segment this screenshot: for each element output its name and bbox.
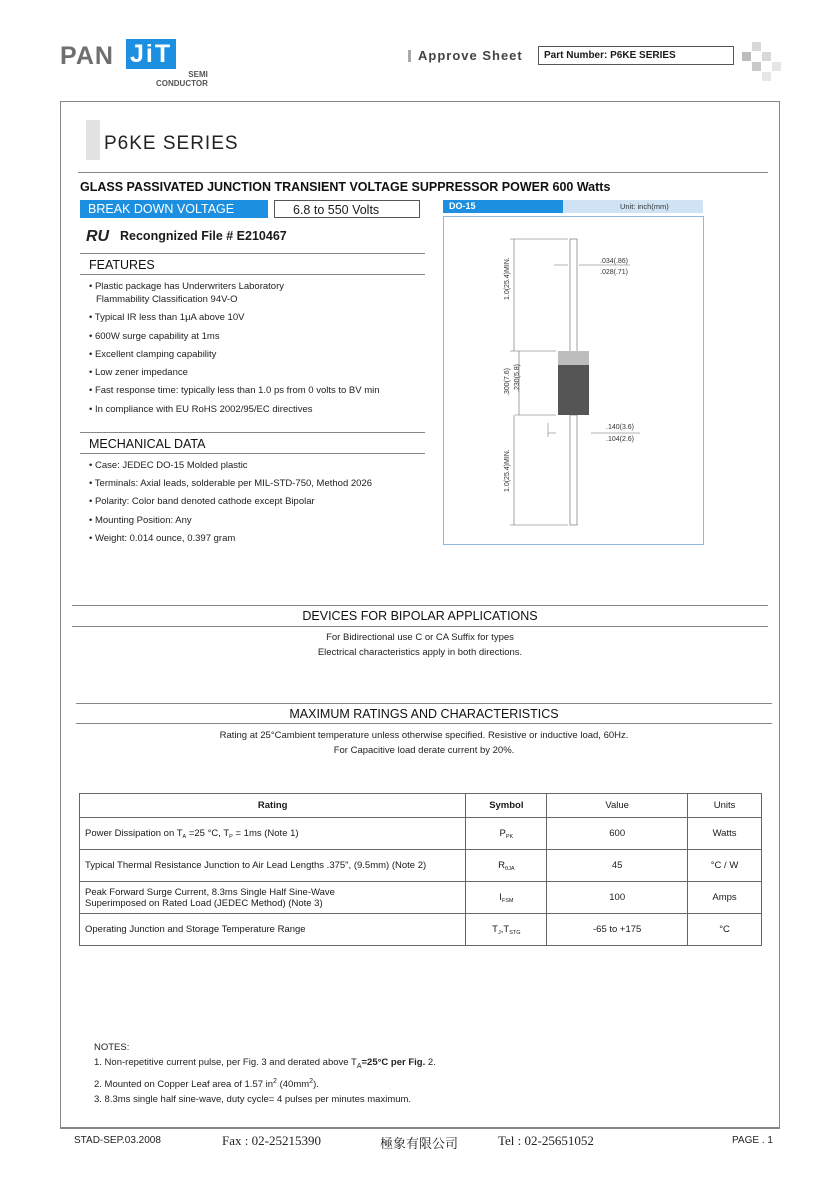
divider bbox=[60, 1128, 780, 1129]
feature-item: • Fast response time: typically less than 1.0 ps from 0 volts to BV min bbox=[89, 385, 380, 396]
symbol-cell: $T_J,T_{STG}$ bbox=[466, 914, 547, 946]
recognized-file: Recongnized File # E210467 bbox=[120, 229, 287, 243]
dim-lead-length-bottom: 1.0(25.4)MIN. bbox=[504, 449, 511, 492]
feature-item: • Low zener impedance bbox=[89, 367, 188, 378]
divider bbox=[72, 605, 768, 606]
dim-body-length-max: .300(7.6) bbox=[504, 367, 511, 396]
features-heading: FEATURES bbox=[89, 258, 155, 272]
divider bbox=[80, 253, 425, 254]
dim-body-diameter-max: .140(3.6) bbox=[606, 424, 635, 431]
bipolar-heading: DEVICES FOR BIPOLAR APPLICATIONS bbox=[302, 609, 538, 623]
divider bbox=[72, 626, 768, 627]
divider bbox=[80, 274, 425, 275]
logo-subtitle bbox=[156, 70, 208, 88]
value-cell: 600 bbox=[547, 818, 688, 850]
symbol-cell: $I_{FSM}$ bbox=[466, 882, 547, 914]
feature-item: Flammability Classification 94V-O bbox=[96, 294, 238, 305]
divider bbox=[76, 723, 772, 724]
dim-lead-diameter-max: .034(.86) bbox=[600, 258, 629, 265]
value-cell: -65 to +175 bbox=[547, 914, 688, 946]
ratings-text-1: Rating at 25°Cambient temperature unless otherwise specified. Resistive or inductive load, 60Hz. bbox=[219, 730, 629, 741]
series-title: P6KE SERIES bbox=[104, 133, 239, 154]
feature-item: • Typical IR less than 1μA above 10V bbox=[89, 312, 245, 323]
logo-semi-text: SEMI bbox=[188, 70, 208, 79]
bipolar-text-2: Electrical characteristics apply in both directions. bbox=[317, 647, 523, 658]
value-cell: 100 bbox=[547, 882, 688, 914]
decorative-squares-icon bbox=[742, 42, 782, 82]
part-number-box: Part Number: P6KE SERIES bbox=[538, 46, 734, 65]
dim-lead-diameter-min: .028(.71) bbox=[600, 269, 629, 276]
rating-cell: Operating Junction and Storage Temperature Range bbox=[80, 914, 466, 946]
main-title: GLASS PASSIVATED JUNCTION TRANSIENT VOLTAGE SUPPRESSOR POWER 600 Watts bbox=[80, 180, 611, 194]
divider bbox=[80, 453, 425, 454]
ratings-heading: MAXIMUM RATINGS AND CHARACTERISTICS bbox=[289, 707, 559, 721]
mechanical-item: • Mounting Position: Any bbox=[89, 515, 192, 526]
feature-item: • In compliance with EU RoHS 2002/95/EC directives bbox=[89, 404, 313, 415]
divider bbox=[80, 432, 425, 433]
page-number: PAGE . 1 bbox=[732, 1135, 773, 1146]
table-row bbox=[80, 882, 762, 914]
units-cell: Watts bbox=[688, 818, 762, 850]
mechanical-item: • Case: JEDEC DO-15 Molded plastic bbox=[89, 460, 248, 471]
ratings-table bbox=[79, 793, 762, 946]
logo-jit-text: JiT bbox=[126, 39, 176, 69]
package-drawing-box bbox=[443, 216, 704, 545]
mechanical-heading: MECHANICAL DATA bbox=[89, 437, 206, 451]
table-row bbox=[80, 914, 762, 946]
company-name: 極象有限公司 bbox=[380, 1136, 459, 1151]
package-unit: Unit: inch(mm) bbox=[620, 202, 669, 211]
table-row bbox=[80, 850, 762, 882]
note-2: 2. Mounted on Copper Leaf area of 1.57 $in^2$ $(40mm^2)$. bbox=[94, 1077, 319, 1091]
package-name: DO-15 bbox=[443, 200, 563, 213]
column-header: Value bbox=[547, 794, 688, 818]
mechanical-item: • Terminals: Axial leads, solderable per MIL-STD-750, Method 2026 bbox=[89, 478, 373, 489]
mechanical-item: • Polarity: Color band denoted cathode except Bipolar bbox=[89, 496, 315, 507]
logo-conductor-text: CONDUCTOR bbox=[156, 79, 208, 88]
feature-item: • 600W surge capability at 1ms bbox=[89, 331, 220, 342]
divider bbox=[78, 172, 768, 173]
feature-item: • Excellent clamping capability bbox=[89, 349, 217, 360]
approve-sheet-marker bbox=[408, 50, 411, 62]
feature-item: • Plastic package has Underwriters Laboratory bbox=[89, 281, 285, 292]
units-cell: °C bbox=[688, 914, 762, 946]
note-3: 3. 8.3ms single half sine-wave, duty cycle= 4 pulses per minutes maximum. bbox=[94, 1094, 412, 1106]
logo-pan-text: PAN bbox=[60, 42, 114, 70]
series-tab-decoration bbox=[86, 120, 100, 160]
table-header-row bbox=[80, 794, 762, 818]
fax-number: Fax : 02-25215390 bbox=[222, 1133, 321, 1148]
dim-lead-length-top: 1.0(25.4)MIN. bbox=[504, 257, 511, 300]
ul-recognized-icon: RU bbox=[86, 228, 110, 245]
note-1: 1. Non-repetitive current pulse, per Fig. 3 and derated above $T_A=25^\circ C$ per Fig. 2. bbox=[94, 1057, 436, 1070]
notes-section bbox=[94, 1040, 436, 1107]
telephone-number: Tel : 02-25651052 bbox=[498, 1133, 594, 1148]
units-cell: °C / W bbox=[688, 850, 762, 882]
breakdown-voltage-value: 6.8 to 550 Volts bbox=[274, 200, 420, 218]
divider bbox=[76, 703, 772, 704]
rating-cell: Typical Thermal Resistance Junction to Air Lead Lengths .375", (9.5mm) (Note 2) bbox=[80, 850, 466, 882]
notes-heading: NOTES: bbox=[94, 1042, 130, 1053]
document-code: STAD-SEP.03.2008 bbox=[74, 1135, 161, 1146]
do15-outline-drawing bbox=[444, 217, 703, 544]
rating-cell: Peak Forward Surge Current, 8.3ms Single Half Sine-Wave Superimposed on Rated Load (JEDEC Method) (Note 3) bbox=[80, 882, 466, 914]
dim-body-length-min: .230(5.8) bbox=[514, 363, 521, 392]
units-cell: Amps bbox=[688, 882, 762, 914]
symbol-cell: $P_{PK}$ bbox=[466, 818, 547, 850]
approve-sheet-label: Approve Sheet bbox=[418, 48, 523, 63]
dim-body-diameter-min: .104(2.6) bbox=[606, 436, 635, 443]
value-cell: 45 bbox=[547, 850, 688, 882]
breakdown-voltage-label: BREAK DOWN VOLTAGE bbox=[80, 200, 268, 218]
column-header: Units bbox=[688, 794, 762, 818]
ratings-text-2: For Capacitive load derate current by 20%. bbox=[333, 745, 515, 756]
rating-cell: Power Dissipation on $T_A =25$ °C, $T_P = 1ms$ (Note 1) bbox=[80, 818, 466, 850]
table-row bbox=[80, 818, 762, 850]
column-header: Rating bbox=[80, 794, 466, 818]
bipolar-text-1: For Bidirectional use C or CA Suffix for types bbox=[326, 632, 514, 643]
symbol-cell: $R_{\theta JA}$ bbox=[466, 850, 547, 882]
column-header: Symbol bbox=[466, 794, 547, 818]
mechanical-item: • Weight: 0.014 ounce, 0.397 gram bbox=[89, 533, 236, 544]
